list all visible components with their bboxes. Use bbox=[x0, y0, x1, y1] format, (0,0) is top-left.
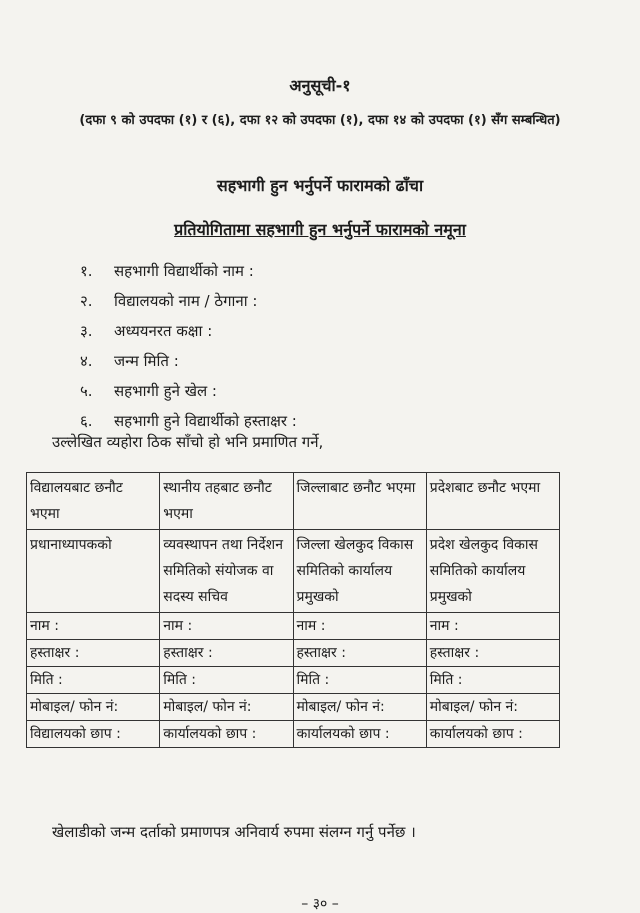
list-item bbox=[80, 346, 600, 376]
table-cell: हस्ताक्षर : bbox=[293, 640, 426, 667]
table-cell: नाम : bbox=[426, 613, 559, 640]
table-cell: विद्यालयबाट छनौट भएमा bbox=[27, 473, 160, 530]
item-number: १. bbox=[80, 262, 93, 280]
footer-note: खेलाडीको जन्म दर्ताको प्रमाणपत्र अनिवार्य रुपमा संलग्न गर्नु पर्नेछ । bbox=[52, 823, 416, 841]
table-cell: व्यवस्थापन तथा निर्देशन समितिको संयोजक वा सदस्य सचिव bbox=[160, 530, 293, 613]
item-label: सहभागी हुने खेल : bbox=[114, 382, 217, 400]
table-cell: मिति : bbox=[160, 667, 293, 694]
schedule-title: अनुसूची-१ bbox=[289, 76, 351, 95]
table-cell: कार्यालयको छाप : bbox=[426, 721, 559, 748]
table-cell: कार्यालयको छाप : bbox=[160, 721, 293, 748]
table-row bbox=[27, 721, 560, 748]
item-number: २. bbox=[80, 292, 93, 310]
item-label: विद्यालयको नाम / ठेगाना : bbox=[114, 292, 258, 310]
table-cell: जिल्ला खेलकुद विकास समितिको कार्यालय प्रमुखको bbox=[293, 530, 426, 613]
item-number: ३. bbox=[80, 322, 93, 340]
item-label: जन्म मिति : bbox=[114, 352, 179, 370]
table-cell: विद्यालयको छाप : bbox=[27, 721, 160, 748]
list-item bbox=[80, 286, 600, 316]
item-number: ४. bbox=[80, 352, 93, 370]
table-row bbox=[27, 530, 560, 613]
list-item bbox=[80, 316, 600, 346]
attestation-text: उल्लेखित व्यहोरा ठिक साँचो हो भनि प्रमाणित गर्ने, bbox=[52, 433, 324, 451]
table-cell: नाम : bbox=[293, 613, 426, 640]
table-cell: हस्ताक्षर : bbox=[426, 640, 559, 667]
page-number: – ३० – bbox=[301, 896, 339, 912]
table-cell: मोबाइल/ फोन नं: bbox=[160, 694, 293, 721]
table-row bbox=[27, 640, 560, 667]
item-number: ६. bbox=[80, 412, 93, 430]
table-cell: प्रदेशबाट छनौट भएमा bbox=[426, 473, 559, 530]
table-cell: जिल्लाबाट छनौट भएमा bbox=[293, 473, 426, 530]
table-row bbox=[27, 694, 560, 721]
item-label: सहभागी हुने विद्यार्थीको हस्ताक्षर : bbox=[114, 412, 297, 430]
list-item bbox=[80, 376, 600, 406]
table-cell: मोबाइल/ फोन नं: bbox=[293, 694, 426, 721]
table-cell: मोबाइल/ फोन नं: bbox=[27, 694, 160, 721]
schedule-subtitle: (दफा ९ को उपदफा (१) र (६), दफा १२ को उपदफा (१), दफा १४ को उपदफा (१) सँग सम्बन्धित) bbox=[79, 113, 561, 128]
form-sample-heading: प्रतियोगितामा सहभागी हुन भर्नुपर्ने फारामको नमूना bbox=[174, 220, 466, 239]
table-cell: नाम : bbox=[27, 613, 160, 640]
table-cell: कार्यालयको छाप : bbox=[293, 721, 426, 748]
table-cell: स्थानीय तहबाट छनौट भएमा bbox=[160, 473, 293, 530]
certification-table bbox=[26, 472, 560, 748]
table-cell: मोबाइल/ फोन नं: bbox=[426, 694, 559, 721]
table-row bbox=[27, 473, 560, 530]
item-label: अध्ययनरत कक्षा : bbox=[114, 322, 213, 340]
table-cell: मिति : bbox=[293, 667, 426, 694]
form-fields-list bbox=[80, 256, 600, 436]
table-row bbox=[27, 613, 560, 640]
table-cell: प्रधानाध्यापकको bbox=[27, 530, 160, 613]
table-cell: हस्ताक्षर : bbox=[160, 640, 293, 667]
list-item bbox=[80, 256, 600, 286]
table-cell: हस्ताक्षर : bbox=[27, 640, 160, 667]
table-cell: नाम : bbox=[160, 613, 293, 640]
item-number: ५. bbox=[80, 382, 93, 400]
table-cell: प्रदेश खेलकुद विकास समितिको कार्यालय प्रमुखको bbox=[426, 530, 559, 613]
item-label: सहभागी विद्यार्थीको नाम : bbox=[114, 262, 254, 280]
form-heading: सहभागी हुन भर्नुपर्ने फारामको ढाँचा bbox=[216, 176, 424, 195]
table-cell: मिति : bbox=[27, 667, 160, 694]
table-cell: मिति : bbox=[426, 667, 559, 694]
table-row bbox=[27, 667, 560, 694]
